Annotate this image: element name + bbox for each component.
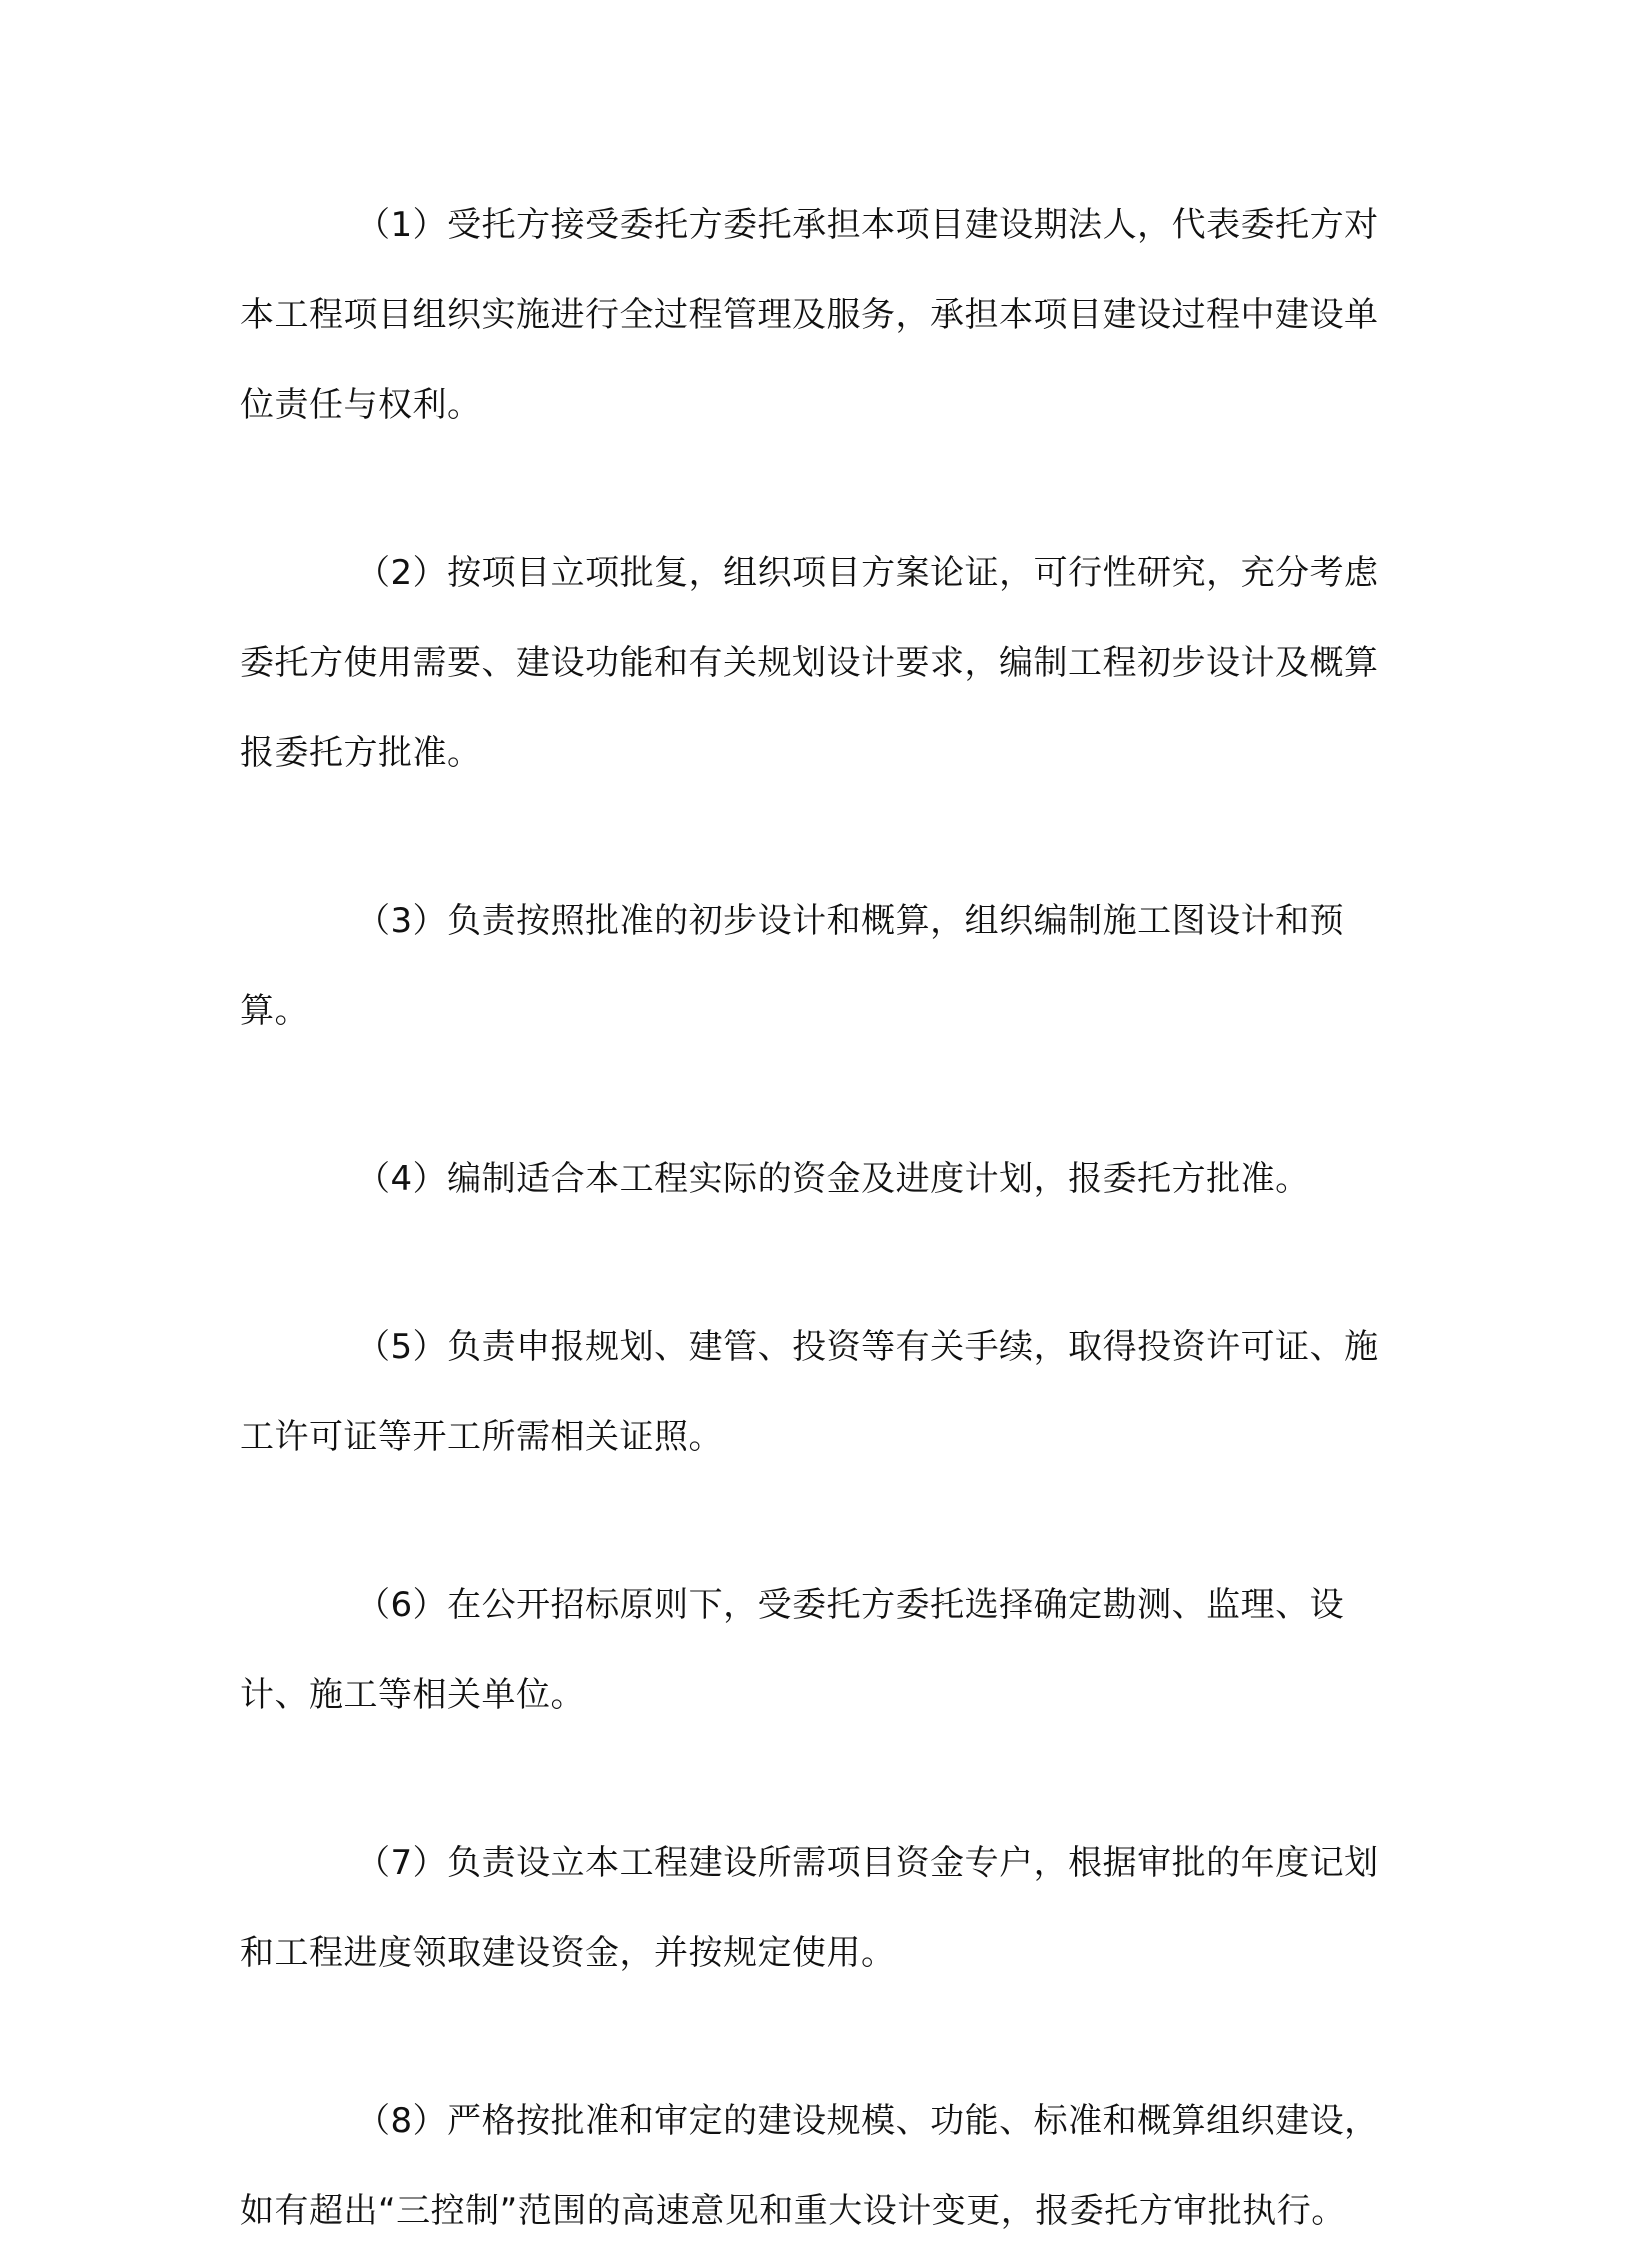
paragraph-8: （8）严格按批准和审定的建设规模、功能、标准和概算组织建设，如有超出“三控制”范围的高速意见和重大设计变更，报委托方审批执行。 (240, 2101, 1379, 2231)
paragraph-5: （5）负责申报规划、建管、投资等有关手续，取得投资许可证、施工许可证等开工所需相关证照。 (240, 1327, 1379, 1457)
paragraph-4: （4）编制适合本工程实际的资金及进度计划，报委托方批准。 (356, 1159, 1310, 1199)
paragraph-3: （3）负责按照批准的初步设计和概算，组织编制施工图设计和预算。 (240, 901, 1345, 1031)
paragraph-1: （1）受托方接受委托方委托承担本项目建设期法人，代表委托方对本工程项目组织实施进行全过程管理及服务，承担本项目建设过程中建设单位责任与权利。 (240, 205, 1379, 425)
paragraph-6: （6）在公开招标原则下，受委托方委托选择确定勘测、监理、设计、施工等相关单位。 (240, 1585, 1345, 1715)
document-body (240, 180, 1390, 2256)
paragraph-7: （7）负责设立本工程建设所需项目资金专户，根据审批的年度记划和工程进度领取建设资金，并按规定使用。 (240, 1843, 1379, 1973)
paragraph-2: （2）按项目立项批复，组织项目方案论证，可行性研究，充分考虑委托方使用需要、建设功能和有关规划设计要求，编制工程初步设计及概算报委托方批准。 (240, 553, 1379, 773)
